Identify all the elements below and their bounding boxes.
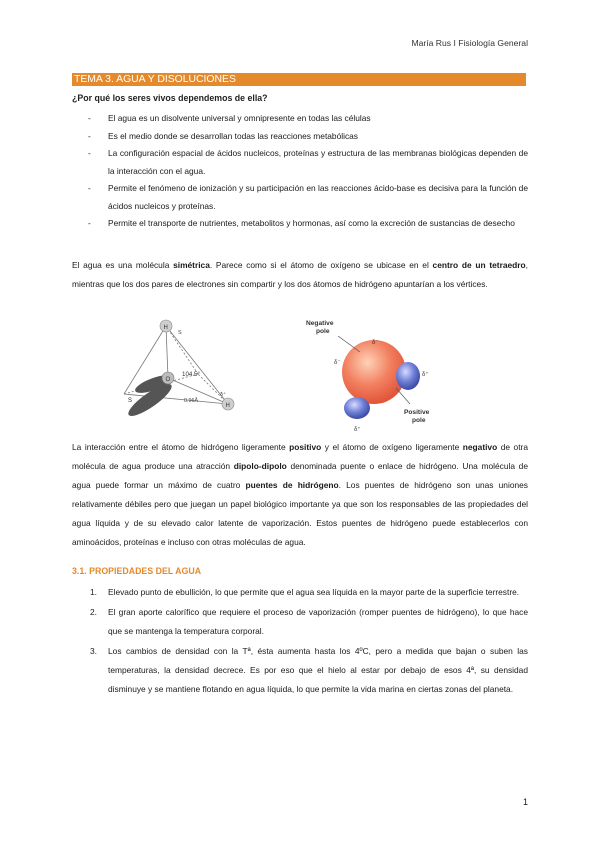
- label-h-top: H: [163, 325, 168, 331]
- list-item: 2. El gran aporte calorífico que requiere el proceso de vaporización (romper puentes de hidrógeno), lo que hace que se mantenga la temperatura corporal.: [90, 607, 528, 636]
- paragraph-hydrogen-bonds: La interacción entre el átomo de hidrógeno ligeramente positivo y el átomo de oxígeno ligeramente negativo de otra molécula de agua produce una atracción dipolo-dipolo denominada puente o enlace de hidrógeno. Una molécula de agua puede formar un máximo de cuatro puentes de hidrógeno. Los puentes de hidrógeno son unas uniones relativamente débiles pero que juegan un papel biológico importante ya que son los responsables de las propiedades del agua líquida y de su elevado calor latente de vaporización. Estos puentes de hidrógeno puede establecerlos con aminoácidos, proteínas e incluso con otras moléculas de agua.: [72, 442, 528, 547]
- list-item: - Permite el fenómeno de ionización y su participación en las reacciones ácido-base es decisiva para la función de ácidos nucleicos y proteínas.: [88, 183, 528, 211]
- page-number: 1: [522, 797, 528, 807]
- negative-pole-label: Negative pole: [306, 320, 334, 335]
- list-item: 3. Los cambios de densidad con la Tª, ésta aumenta hasta los 4ºC, pero a medida que bajan o suben las temperaturas, la densidad decrece. Es por eso que el hielo al estar por debajo de esos 4ª, su densidad disminuye y se mantiene flotando en agua líquida, lo que permite la vida marina en ciertas zonas del planeta.: [90, 646, 528, 694]
- oxygen-sphere: [342, 340, 406, 404]
- bond-length-label: 0.96Å: [184, 398, 199, 404]
- label-h-right: H: [225, 403, 230, 409]
- list-item: - El agua es un disolvente universal y omnipresente en todas las células: [88, 113, 371, 123]
- subsection-heading: 3.1. PROPIEDADES DEL AGUA: [72, 566, 202, 576]
- delta-minus-left: δ⁻: [334, 360, 341, 366]
- list-item: - Permite el transporte de nutrientes, metabolitos y hormonas, así como la excreción de sustancias de desecho: [88, 218, 515, 228]
- list-item: 1. Elevado punto de ebullición, lo que permite que el agua sea líquida en la mayor parte de la superficie terrestre.: [90, 587, 520, 597]
- tetrahedron-figure: [120, 312, 250, 432]
- list-item: - La configuración espacial de ácidos nucleicos, proteínas y estructura de las membranas biológicas dependen de la interacción con el agua.: [88, 148, 528, 176]
- label-delta-plus: δ⁺: [220, 392, 226, 398]
- hydrogen-sphere-bottom: [344, 397, 370, 419]
- delta-plus-right: δ⁺: [422, 372, 429, 378]
- label-s-left: S: [128, 398, 133, 404]
- positive-pole-label: Positive pole: [404, 409, 430, 424]
- page-header: María Rus I Fisiología General: [411, 38, 528, 48]
- hydrogen-sphere-right: [396, 362, 420, 390]
- delta-minus-top: δ⁻: [372, 340, 379, 346]
- reasons-list: [72, 110, 528, 233]
- label-o: O: [165, 377, 171, 383]
- list-item: - Es el medio donde se desarrollan todas las reacciones metabólicas: [88, 130, 358, 141]
- paragraph-structure: El agua es una molécula simétrica. Parece como si el átomo de oxígeno se ubicase en el centro de un tetraedro, mientras que los dos pares de electrones sin compartir y los dos átomos de hidrógeno apuntarían a los vértices.: [72, 260, 528, 289]
- angle-label: 104.5°: [182, 371, 200, 378]
- properties-list: [72, 583, 528, 700]
- section-title: TEMA 3. AGUA Y DISOLUCIONES: [72, 73, 526, 86]
- delta-plus-bottom: δ⁺: [354, 427, 361, 433]
- label-s-top: S: [178, 330, 182, 336]
- dipole-figure: [298, 316, 448, 436]
- intro-question: ¿Por qué los seres vivos dependemos de ella?: [72, 93, 268, 103]
